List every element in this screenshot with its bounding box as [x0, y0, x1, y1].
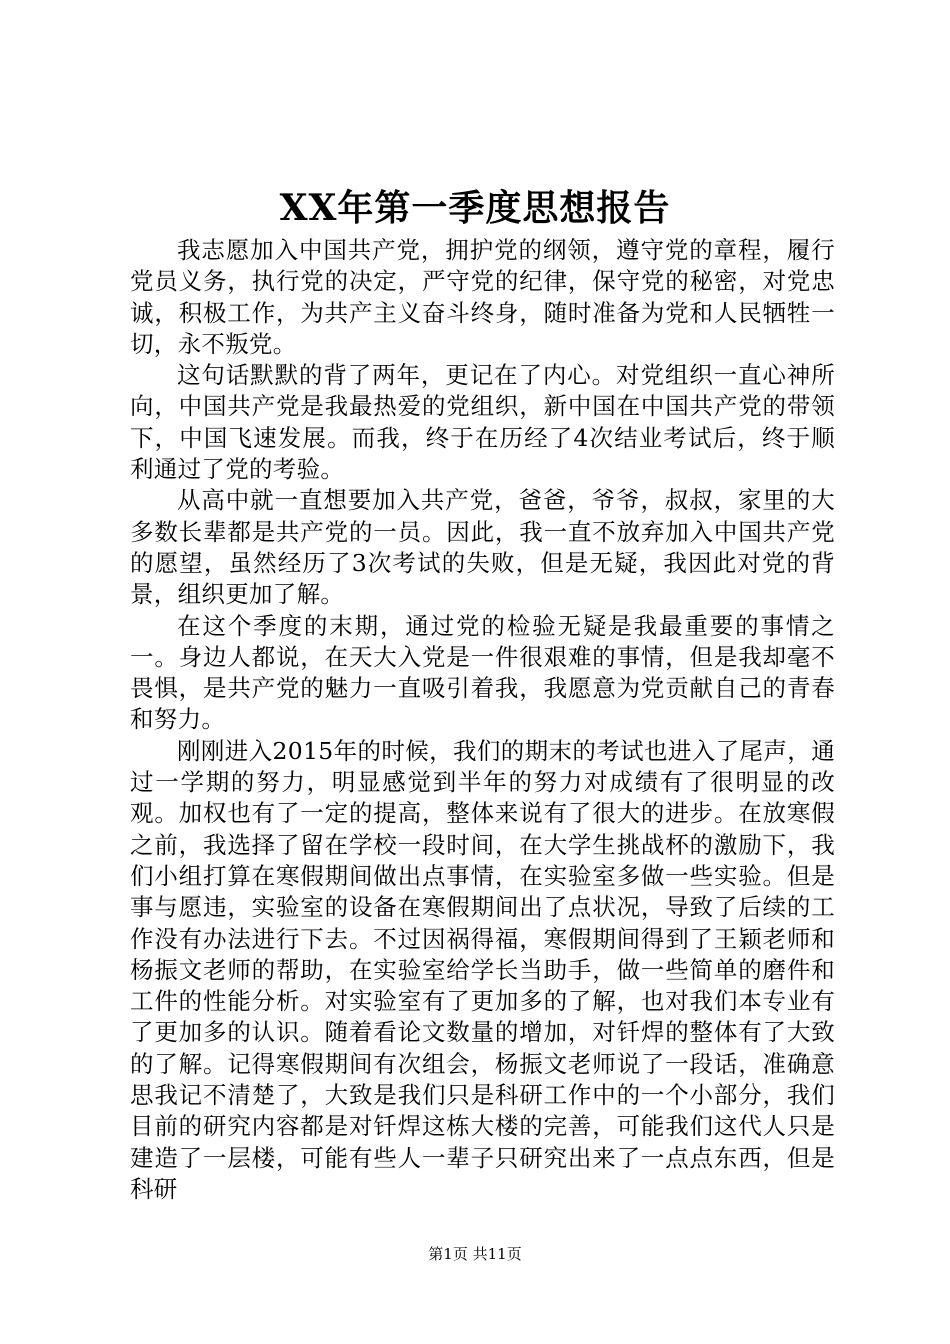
paragraph-1: 我志愿加入中国共产党，拥护党的纲领，遵守党的章程，履行党员义务，执行党的决定，严守党的纪律，保守党的秘密，对党忠诚，积极工作，为共产主义奋斗终身，随时准备为党和人民牺牲一切，永不叛党。: [130, 236, 835, 358]
paragraph-2: 这句话默默的背了两年，更记在了内心。对党组织一直心神所向，中国共产党是我最热爱的党组织，新中国在中国共产党的带领下，中国飞速发展。而我，终于在历经了4次结业考试后，终于顺利通过了党的考验。: [130, 361, 835, 484]
document-body: [130, 235, 835, 1205]
paragraph-5: 刚刚进入2015年的时候，我们的期末的考试也进入了尾声，通过一学期的努力，明显感觉到半年的努力对成绩有了很明显的改观。加权也有了一定的提高，整体来说有了很大的进步。在放寒假之前，我选择了留在学校一段时间，在大学生挑战杯的激励下，我们小组打算在寒假期间做出点事情，在实验室多做一些实验。但是事与愿违，实验室的设备在寒假期间出了点状况，导致了后续的工作没有办法进行下去。不过因祸得福，寒假期间得到了王颖老师和杨振文老师的帮助，在实验室给学长当助手，做一些简单的磨件和工件的性能分析。对实验室有了更加多的了解，也对我们本专业有了更加多的认识。随着看论文数量的增加，对钎焊的整体有了大致的了解。记得寒假期间有次组会，杨振文老师说了一段话，准确意思我记不清楚了，大致是我们只是科研工作中的一个小部分，我们目前的研究内容都是对钎焊这栋大楼的完善，可能我们这代人只是建造了一层楼，可能有些人一辈子只研究出来了一点点东西，但是科研: [130, 736, 835, 1203]
paragraph-4: 在这个季度的末期，通过党的检验无疑是我最重要的事情之一。身边人都说，在天大入党是一件很艰难的事情，但是我却毫不畏惧，是共产党的魅力一直吸引着我，我愿意为党贡献自己的青春和努力。: [130, 611, 835, 734]
document-title: XX年第一季度思想报告: [279, 187, 671, 229]
page-number-footer: 第1页 共11页: [428, 1245, 522, 1263]
paragraph-3: 从高中就一直想要加入共产党，爸爸，爷爷，叔叔，家里的大多数长辈都是共产党的一员。因此，我一直不放弃加入中国共产党的愿望，虽然经历了3次考试的失败，但是无疑，我因此对党的背景，组织更加了解。: [130, 486, 835, 609]
